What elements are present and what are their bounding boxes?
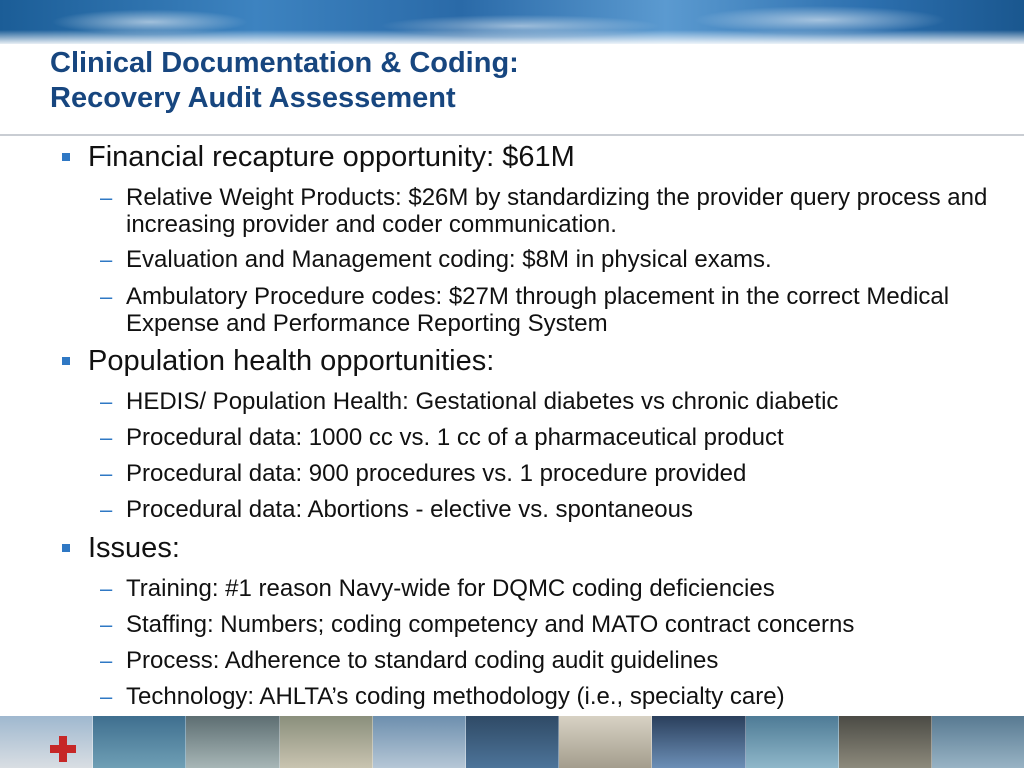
photo-field-medic <box>839 716 932 768</box>
square-bullet-icon <box>62 153 70 161</box>
dash-bullet-icon: – <box>100 284 113 309</box>
list-item-text: Procedural data: 1000 cc vs. 1 cc of a pharmaceutical product <box>126 424 784 451</box>
sky-banner-image <box>0 0 1024 44</box>
photo-surgery <box>93 716 186 768</box>
photo-team <box>932 716 1024 768</box>
dash-bullet-icon: – <box>100 389 113 414</box>
photo-doctor <box>652 716 745 768</box>
photo-clinic <box>373 716 466 768</box>
section-heading-text: Financial recapture opportunity: $61M <box>88 141 575 173</box>
dash-bullet-icon: – <box>100 497 113 522</box>
square-bullet-icon <box>62 544 70 552</box>
section-heading-text: Population health opportunities: <box>88 345 495 377</box>
title-divider <box>0 134 1024 136</box>
photo-operating-room <box>746 716 839 768</box>
photo-technician <box>466 716 559 768</box>
medical-photo-strip <box>0 716 1024 768</box>
photo-exam <box>280 716 373 768</box>
list-item-text: HEDIS/ Population Health: Gestational diabetes vs chronic diabetic <box>126 388 839 415</box>
list-item-text: Procedural data: Abortions - elective vs. spontaneous <box>126 496 693 523</box>
list-item-text: Process: Adherence to standard coding audit guidelines <box>126 647 719 674</box>
dash-bullet-icon: – <box>100 684 113 709</box>
square-bullet-icon <box>62 357 70 365</box>
list-item-text: Technology: AHLTA’s coding methodology (i.e., specialty care) <box>126 683 785 710</box>
list-item-text: Ambulatory Procedure codes: $27M through placement in the correct Medical Expense and Performance Reporting System <box>126 283 950 337</box>
photo-ambulance <box>0 716 93 768</box>
title-line-2: Recovery Audit Assessement <box>50 82 456 114</box>
list-item-text: Procedural data: 900 procedures vs. 1 procedure provided <box>126 460 747 487</box>
list-item-text: Training: #1 reason Navy-wide for DQMC coding deficiencies <box>126 575 775 602</box>
slide-content <box>0 138 1024 718</box>
list-item-text: Relative Weight Products: $26M by standardizing the provider query process and increasing provider and coder communication. <box>126 184 988 238</box>
photo-sailors <box>559 716 652 768</box>
list-item-text: Staffing: Numbers; coding competency and MATO contract concerns <box>126 611 855 638</box>
photo-lab <box>186 716 279 768</box>
dash-bullet-icon: – <box>100 648 113 673</box>
dash-bullet-icon: – <box>100 612 113 637</box>
dash-bullet-icon: – <box>100 461 113 486</box>
list-item-text: Evaluation and Management coding: $8M in physical exams. <box>126 246 772 273</box>
section-heading-text: Issues: <box>88 532 180 564</box>
dash-bullet-icon: – <box>100 576 113 601</box>
slide-title <box>50 46 950 116</box>
red-cross-icon <box>50 736 76 762</box>
dash-bullet-icon: – <box>100 425 113 450</box>
dash-bullet-icon: – <box>100 247 113 272</box>
dash-bullet-icon: – <box>100 185 113 210</box>
title-line-1: Clinical Documentation & Coding: <box>50 47 519 79</box>
